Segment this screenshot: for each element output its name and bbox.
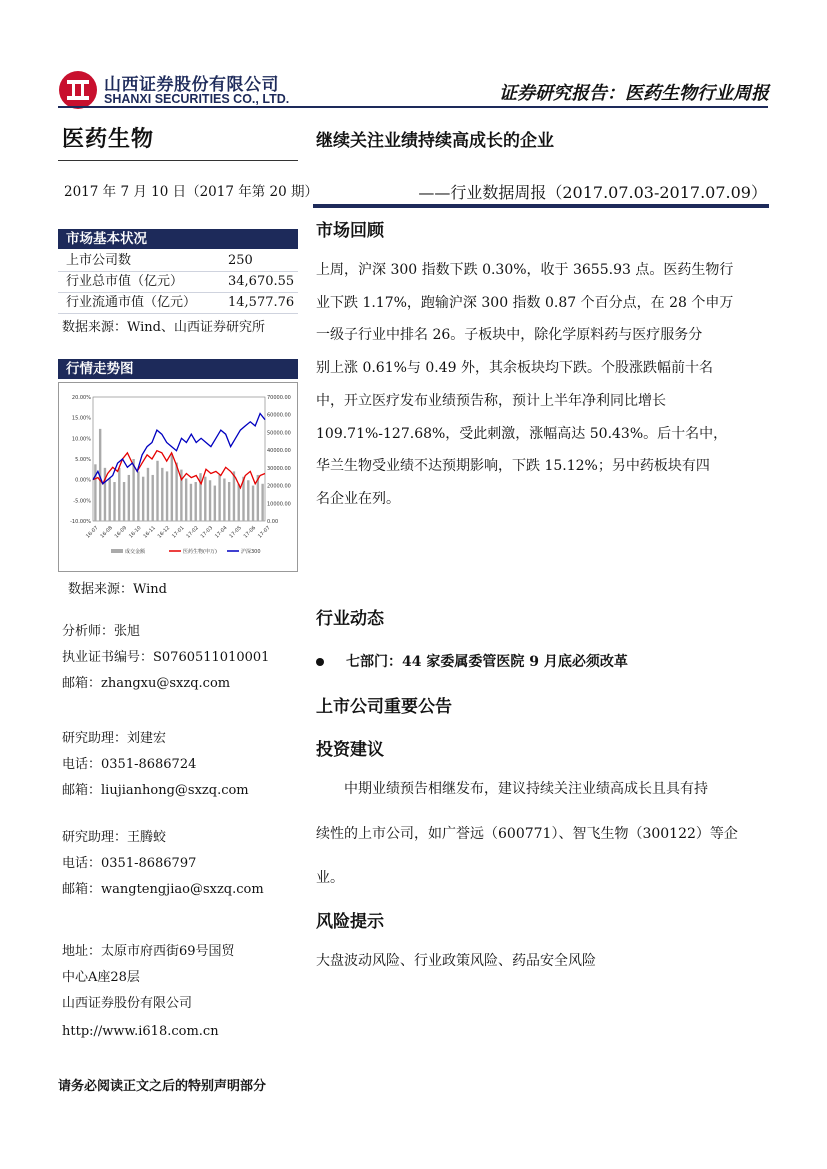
volume-bar — [185, 478, 187, 521]
market-status-heading: 市场基本状况 — [58, 229, 298, 249]
right-tick-label: 70000.00 — [267, 395, 291, 401]
volume-bar — [175, 463, 177, 521]
sector-title: 医药生物 — [62, 127, 155, 152]
volume-bar — [156, 461, 158, 521]
analyst-name: 分析师：张旭 — [62, 624, 141, 639]
legend-label: 沪深300 — [241, 549, 261, 555]
subtitle-bar — [313, 204, 769, 208]
x-tick-label: 17-06 — [242, 525, 258, 540]
stat-value: 34,670.55 — [228, 274, 295, 289]
logo-icon — [58, 70, 98, 110]
right-tick-label: 20000.00 — [267, 483, 291, 490]
volume-bar — [195, 482, 197, 521]
volume-bar — [204, 477, 206, 521]
volume-bar — [214, 486, 216, 521]
volume-bar — [223, 478, 225, 521]
volume-bar — [113, 482, 115, 521]
report-subtitle: ——行业数据周报（2017.07.03-2017.07.09） — [418, 183, 767, 202]
text-line: 业。 — [316, 870, 344, 887]
report-headline: 继续关注业绩持续高成长的企业 — [316, 131, 554, 151]
volume-bar — [238, 484, 240, 521]
text-line: 别上涨 0.61%与 0.49 外，其余板块均下跌。个股涨跌幅前十名 — [316, 360, 713, 377]
industry-news-text: 七部门：44 家委属委管医院 9 月底必须改革 — [346, 654, 628, 670]
volume-bar — [228, 482, 230, 521]
address-company: 山西证券股份有限公司 — [62, 996, 193, 1011]
volume-bar — [142, 477, 144, 521]
x-tick-label: 16-08 — [99, 525, 114, 540]
x-tick-label: 16-10 — [128, 525, 143, 540]
volume-bar — [252, 486, 254, 521]
investment-advice-text — [316, 773, 768, 895]
text-line: 109.71%-127.68%，受此刺激，涨幅高达 50.43%。后十名中， — [316, 425, 728, 442]
company-name-cn: 山西证券股份有限公司 — [104, 75, 279, 95]
x-tick-label: 16-07 — [85, 525, 100, 540]
trend-chart — [58, 382, 298, 572]
website-link[interactable]: http://www.i618.com.cn — [62, 1024, 219, 1039]
address-line: 中心A座28层 — [62, 970, 140, 985]
x-tick-label: 17-05 — [228, 525, 243, 540]
stat-row — [58, 293, 298, 314]
market-review-text — [316, 254, 768, 516]
x-tick-label: 17-03 — [199, 525, 215, 540]
right-tick-label: 10000.00 — [267, 501, 291, 508]
x-tick-label: 17-02 — [185, 525, 200, 540]
left-tick-label: 15.00% — [71, 415, 91, 422]
x-tick-label: 17-07 — [257, 525, 272, 540]
assistant-name: 研究助理：刘建宏 — [62, 731, 167, 746]
industry-news-item — [316, 651, 628, 671]
right-tick-label: 40000.00 — [267, 448, 291, 455]
volume-bar — [147, 468, 149, 521]
report-type: 证券研究报告：医药生物行业周报 — [499, 83, 769, 104]
volume-bar — [128, 475, 130, 521]
chart-source: 数据来源：Wind — [68, 582, 167, 597]
assistant-email[interactable]: 邮箱：liujianhong@sxzq.com — [62, 783, 249, 798]
x-tick-label: 16-11 — [142, 525, 157, 540]
analyst-block — [62, 619, 269, 697]
stat-value: 14,577.76 — [228, 295, 295, 310]
report-date: 2017 年 7 月 10 日（2017 年第 20 期） — [64, 184, 318, 200]
right-tick-label: 60000.00 — [267, 412, 291, 419]
x-tick-label: 16-09 — [113, 525, 129, 540]
assistant-phone: 电话：0351-8686724 — [62, 757, 197, 772]
assistant-name: 研究助理：王腾蛟 — [62, 830, 167, 845]
right-tick-label: 30000.00 — [267, 465, 291, 472]
x-tick-label: 17-04 — [214, 525, 229, 540]
text-line: 上周，沪深 300 指数下跌 0.30%，收于 3655.93 点。医药生物行 — [316, 262, 734, 278]
x-tick-label: 16-12 — [156, 525, 172, 540]
volume-bar — [118, 468, 120, 521]
market-stats-table — [58, 251, 298, 314]
industry-news-heading: 行业动态 — [316, 609, 384, 629]
x-tick-label: 17-01 — [171, 525, 186, 540]
stat-row — [58, 272, 298, 293]
trend-chart-svg — [59, 383, 297, 571]
stat-label: 行业总市值（亿元） — [66, 274, 184, 289]
right-tick-label: 0.00 — [267, 519, 279, 525]
disclaimer-note: 请务必阅读正文之后的特别声明部分 — [58, 1079, 267, 1094]
volume-bar — [171, 454, 173, 521]
left-tick-label: 10.00% — [71, 436, 91, 443]
market-review-heading: 市场回顾 — [316, 221, 384, 241]
volume-bar — [109, 478, 111, 521]
bullet-icon — [316, 658, 324, 666]
volume-bar — [104, 468, 106, 521]
left-divider — [58, 160, 298, 161]
header-divider — [58, 106, 768, 108]
address-block — [62, 939, 235, 1017]
text-line: 业下跌 1.17%，跑输沪深 300 指数 0.87 个百分点，在 28 个申万 — [316, 294, 734, 311]
stat-label: 上市公司数 — [66, 253, 132, 268]
text-line: 中，开立医疗发布业绩预告称，预计上半年净利同比增长 — [316, 392, 666, 409]
volume-bar — [94, 464, 96, 521]
volume-bar — [218, 475, 220, 521]
investment-advice-heading: 投资建议 — [316, 740, 384, 760]
volume-bar — [161, 468, 163, 521]
legend-label: 医药生物(申万) — [183, 549, 217, 555]
legend-swatch — [111, 549, 123, 553]
stat-row — [58, 251, 298, 272]
assistant-email[interactable]: 邮箱：wangtengjiao@sxzq.com — [62, 882, 264, 897]
company-name-en: SHANXI SECURITIES CO., LTD. — [104, 92, 290, 106]
analyst-email[interactable]: 邮箱：zhangxu@sxzq.com — [62, 676, 231, 691]
text-line: 名企业在列。 — [316, 490, 400, 507]
right-tick-label: 50000.00 — [267, 430, 291, 437]
left-tick-label: 5.00% — [75, 457, 91, 463]
assistant-phone: 电话：0351-8686797 — [62, 856, 197, 871]
left-tick-label: 0.00% — [75, 477, 91, 484]
text-line: 中期业绩预告相继发布，建议持续关注业绩高成长且具有持 — [344, 781, 708, 797]
volume-bar — [132, 459, 134, 521]
volume-bar — [137, 471, 139, 521]
volume-bar — [123, 482, 125, 521]
volume-bar — [190, 484, 192, 521]
volume-bar — [247, 480, 249, 521]
stat-label: 行业流通市值（亿元） — [66, 295, 197, 310]
volume-bar — [152, 475, 154, 521]
left-tick-label: -5.00% — [73, 498, 91, 505]
assistant-block — [62, 825, 264, 903]
volume-bar — [233, 471, 235, 521]
text-line: 续性的上市公司，如广誉远（600771）、智飞生物（300122）等企 — [316, 825, 738, 842]
analyst-cert: 执业证书编号：S0760511010001 — [62, 650, 270, 665]
volume-bar — [166, 471, 168, 521]
announcements-heading: 上市公司重要公告 — [316, 697, 452, 717]
trend-heading: 行情走势图 — [58, 359, 298, 379]
stat-value: 250 — [228, 253, 253, 268]
text-line: 一级子行业中排名 26。子板块中，除化学原料药与医疗服务分 — [316, 327, 703, 344]
risk-heading: 风险提示 — [316, 912, 384, 932]
left-tick-label: -10.00% — [70, 519, 91, 525]
volume-bar — [261, 484, 263, 521]
address-line: 地址：太原市府西街69号国贸 — [62, 944, 235, 959]
volume-bar — [209, 480, 211, 521]
assistant-block — [62, 726, 249, 804]
text-line: 华兰生物受业绩不达预期影响，下跌 15.12%；另中药板块有四 — [316, 458, 710, 475]
left-tick-label: 20.00% — [71, 395, 91, 401]
risk-text: 大盘波动风险、行业政策风险、药品安全风险 — [316, 953, 596, 969]
stats-source: 数据来源：Wind、山西证券研究所 — [62, 320, 265, 335]
legend-label: 成交金额 — [125, 549, 146, 555]
